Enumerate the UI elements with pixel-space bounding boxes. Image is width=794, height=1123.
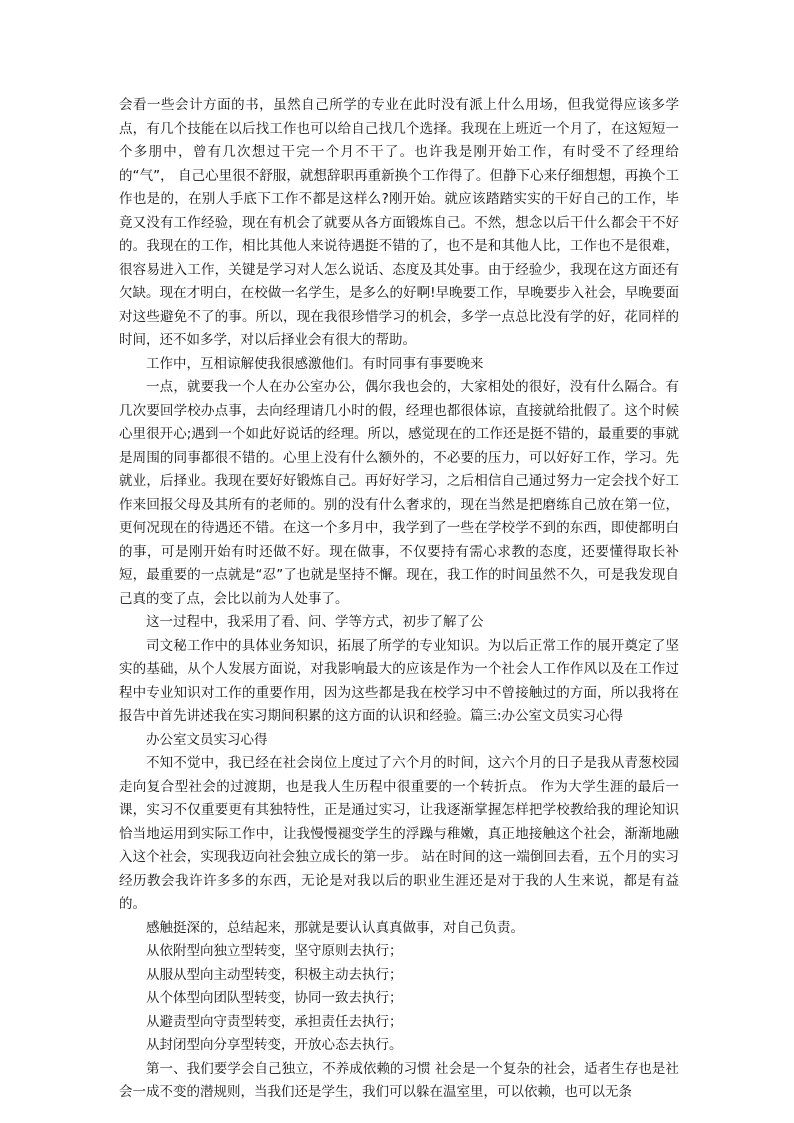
list-item-4: 从避责型向守责型转变，承担责任去执行；	[146, 1013, 403, 1030]
paragraph-5: 司文秘工作中的具体业务知识，拓展了所学的专业知识。为以后正常工作的展开奠定了坚实的基础，从个人发展方面说，对我影响最大的应该是作为一个社会人工作作风以及在工作过程中专业知识对工作的重要作用，因为这些都是我在校学习中不曾接触过的方面，所以我将在报告中首先讲述我在实习期间积累的这方面的认识和经验。篇三:办公室文员实习心得	[119, 637, 679, 724]
paragraph-4: 这一过程中，我采用了看、问、学等方式，初步了解了公	[146, 614, 484, 630]
paragraph-14: 第一、我们要学会自己独立，不养成依赖的习惯 社会是一个复杂的社会，适者生存也是社会一成不变的潜规则，当我们还是学生，我们可以躲在温室里，可以依赖，也可以无条	[119, 1060, 679, 1100]
paragraph-1: 会看一些会计方面的书，虽然自己所学的专业在此时没有派上什么用场，但我觉得应该多学点，有几个技能在以后找工作也可以给自己找几个选择。我现在上班近一个月了，在这短短一个多朋中，曾有几次想过干完一个月不干了。也许我是刚开始工作，有时受不了经理给的“气”， 自己心里很不舒服，就想辞职再重新换个工作得了。但静下心来仔细想想，再换个工作也是的，在别人手底下工作不都是这样么?刚开始。就应该踏踏实实的干好自己的工作，毕竟又没有工作经验，现在有机会了就要从各方面锻炼自己。不然，想念以后干什么都会干不好的。我现在的工作，相比其他人来说待遇挺不错的了，也不是和其他人比，工作也不是很难，很容易进入工作，关键是学习对人怎么说话、态度及其处事。由于经验少，我现在这方面还有欠缺。现在才明白，在校做一名学生，是多么的好啊!早晚要工作，早晚要步入社会，早晚要面对这些避免不了的事。所以，现在我很珍惜学习的机会，多学一点总比没有学的好，花同样的时间，还不如多学，对以后择业会有很大的帮助。	[119, 97, 679, 348]
paragraph-3: 一点，就要我一个人在办公室办公，偶尔我也会的，大家相处的很好，没有什么隔合。有几次要回学校办点事，去向经理请几小时的假，经理也都很体谅，直接就给批假了。这个时候心里很开心;遇到一个如此好说话的经理。所以，感觉现在的工作还是挺不错的，最重要的事就是周围的同事都很不错的。心里上没有什么额外的，不必要的压力，可以好好工作，学习。先就业，后择业。我现在要好好锻炼自己。再好好学习，之后相信自己通过努力一定会找个好工作来回报父母及其所有的老师的。别的没有什么奢求的，现在当然是把磨练自己放在第一位，更何况现在的待遇还不错。在这一个多月中，我学到了一些在学校学不到的东西，即使都明白的事，可是刚开始有时还做不好。现在做事，不仅要持有需心求教的态度，还要懂得取长补短，最重要的一点就是“忍”了也就是坚持不懈。现在，我工作的时间虽然不久，可是我发现自己真的变了点，会比以前为人处事了。	[119, 379, 679, 607]
list-item-5: 从封闭型向分享型转变，开放心态去执行。	[146, 1037, 403, 1053]
list-item-3: 从个体型向团队型转变，协同一致去执行；	[146, 990, 403, 1006]
list-item-1: 从依附型向独立型转变，坚守原则去执行；	[146, 943, 403, 959]
paragraph-2: 工作中，互相谅解使我很感激他们。有时同事有事要晚来	[146, 355, 484, 372]
paragraph-7: 不知不觉中，我已经在社会岗位上度过了六个月的时间，这六个月的日子是我从青葱校园走向复合型社会的过渡期，也是我人生历程中很重要的一个转折点。 作为大学生涯的最后一课，实习不仅重要更有其独特性，正是通过实习，让我逐渐掌握怎样把学校教给我的理论知识恰当地运用到实际工作中，让我慢慢褪变学生的浮躁与稚嫩，真正地接触这个社会，渐渐地融入这个社会，实现我迈向社会独立成长的第一步。 站在时间的这一端倒回去看，五个月的实习经历教会我许许多多的东西，无论是对我以后的职业生涯还是对于我的人生来说，都是有益的。	[119, 755, 679, 912]
document-page	[119, 94, 679, 1105]
list-item-2: 从服从型向主动型转变，积极主动去执行；	[146, 966, 403, 983]
paragraph-8: 感触挺深的，总结起来，那就是要认认真真做事，对自己负责。	[146, 919, 524, 936]
section-heading: 办公室文员实习心得	[146, 731, 268, 748]
